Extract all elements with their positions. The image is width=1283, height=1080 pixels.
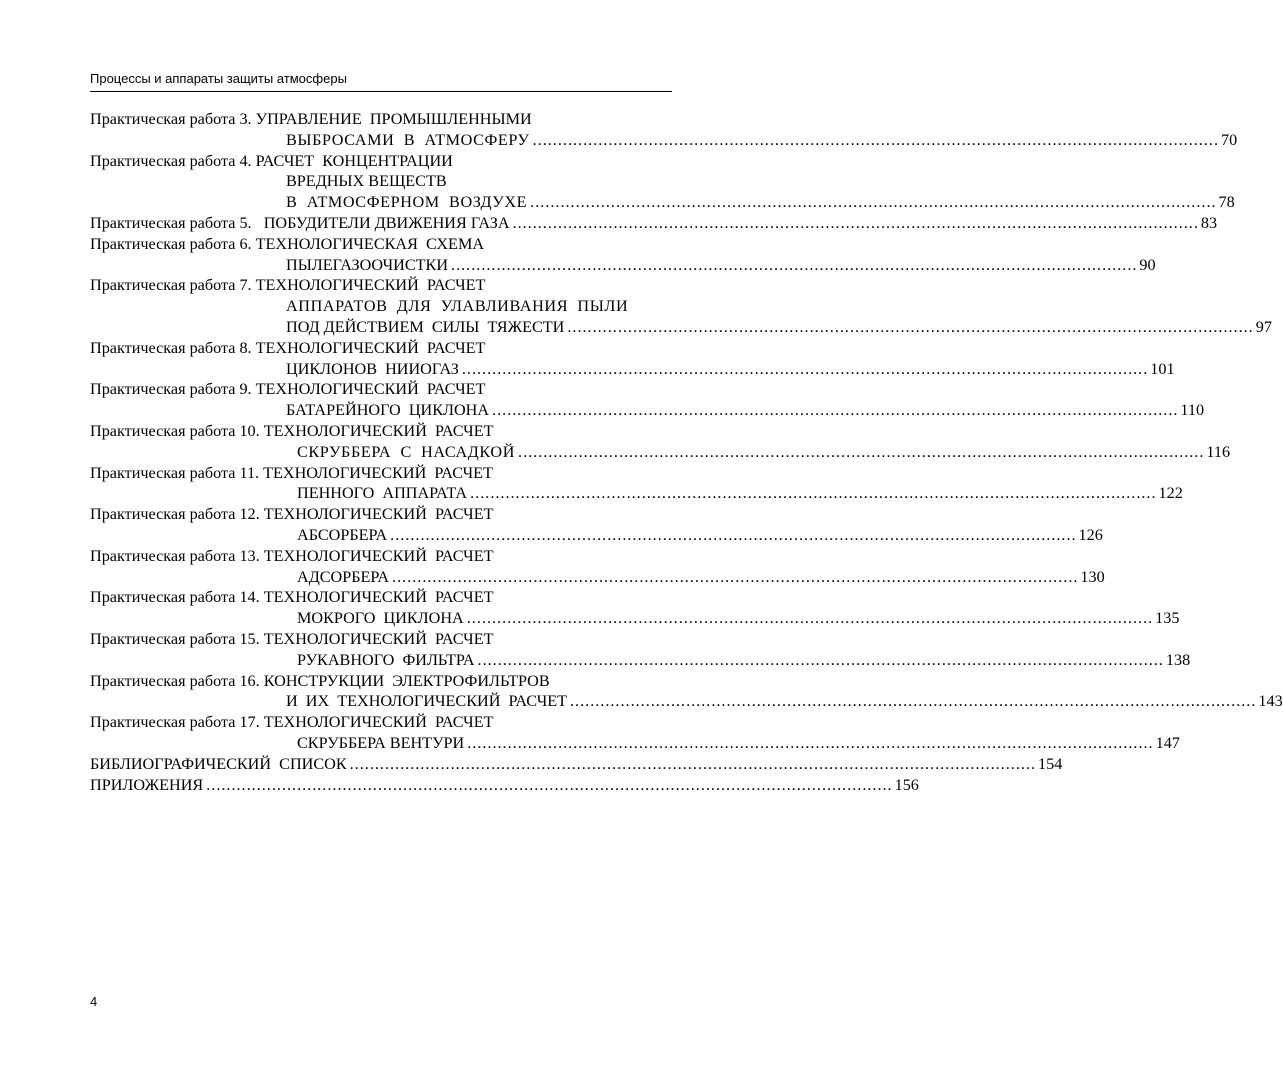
toc-entry-continuation: ВЫБРОСАМИ В АТМОСФЕРУ xyxy=(286,130,530,149)
toc-entry-label: Практическая работа 16. КОНСТРУКЦИИ ЭЛЕКТРОФИЛЬТРОВ xyxy=(90,671,550,690)
toc-entry-12-title-line xyxy=(90,504,672,525)
toc-entry-label: Практическая работа 15. ТЕХНОЛОГИЧЕСКИЙ РАСЧЕТ xyxy=(90,629,494,648)
toc-page-number: 78 xyxy=(1218,193,1235,212)
toc-page-number: 154 xyxy=(1038,754,1063,773)
toc-entry-continuation: ЦИКЛОНОВ НИИОГАЗ xyxy=(286,359,459,378)
toc-entry-13-page-line[interactable] xyxy=(90,567,1105,588)
toc-entry-8-page-line[interactable] xyxy=(90,359,1175,380)
dot-leader: ........................................................................................................................................ xyxy=(567,317,1254,336)
dot-leader: ........................................................................................................................................ xyxy=(466,609,1154,628)
toc-entry-label: Практическая работа 14. ТЕХНОЛОГИЧЕСКИЙ РАСЧЕТ xyxy=(90,588,494,607)
toc-entry-label: Практическая работа 4. РАСЧЕТ КОНЦЕНТРАЦИИ xyxy=(90,151,453,170)
toc-entry-4-continuation-line xyxy=(90,171,672,192)
toc-page-number: 135 xyxy=(1155,609,1180,628)
toc-entry-continuation: ВРЕДНЫХ ВЕЩЕСТВ xyxy=(286,172,447,191)
dot-leader: ........................................................................................................................................ xyxy=(470,484,1157,503)
toc-entry-16-title-line xyxy=(90,671,672,692)
toc-page-number: 126 xyxy=(1078,525,1103,544)
toc-entry-17-page-line[interactable] xyxy=(90,733,1180,754)
toc-entry-continuation: АППАРАТОВ ДЛЯ УЛАВЛИВАНИЯ ПЫЛИ xyxy=(286,297,629,316)
running-header: Процессы и аппараты защиты атмосферы xyxy=(90,71,347,86)
toc-entry-continuation: СКРУББЕРА ВЕНТУРИ xyxy=(297,733,465,752)
toc-page-number: 143 xyxy=(1258,692,1283,711)
toc-page-number: 147 xyxy=(1155,733,1180,752)
toc-entry-continuation: ПОД ДЕЙСТВИЕМ СИЛЫ ТЯЖЕСТИ xyxy=(286,317,565,336)
toc-entry-9-page-line[interactable] xyxy=(90,400,1205,421)
toc-entry-label: Практическая работа 12. ТЕХНОЛОГИЧЕСКИЙ РАСЧЕТ xyxy=(90,505,494,524)
toc-entry-continuation: МОКРОГО ЦИКЛОНА xyxy=(297,609,464,628)
dot-leader: ........................................................................................................................................ xyxy=(492,401,1179,420)
toc-entry-15-page-line[interactable] xyxy=(90,650,1191,671)
toc-entry-4-page-line[interactable] xyxy=(90,192,1235,213)
toc-entry-7-continuation-line xyxy=(90,296,672,317)
toc-entry-12-page-line[interactable] xyxy=(90,525,1103,546)
toc-entry-continuation: ПЫЛЕГАЗООЧИСТКИ xyxy=(286,255,449,274)
toc-entry-5-page-line[interactable] xyxy=(90,213,1218,234)
dot-leader: ........................................................................................................................................ xyxy=(570,692,1257,711)
header-rule xyxy=(90,91,672,92)
dot-leader: ........................................................................................................................................ xyxy=(530,193,1217,212)
toc-entry-continuation: РУКАВНОГО ФИЛЬТРА xyxy=(297,650,475,669)
toc-entry-label: Практическая работа 8. ТЕХНОЛОГИЧЕСКИЙ РАСЧЕТ xyxy=(90,338,486,357)
toc-page-number: 97 xyxy=(1255,317,1272,336)
toc-entry-label: Практическая работа 11. ТЕХНОЛОГИЧЕСКИЙ РАСЧЕТ xyxy=(90,463,493,482)
dot-leader: ........................................................................................................................................ xyxy=(206,775,893,794)
toc-entry-label: Практическая работа 17. ТЕХНОЛОГИЧЕСКИЙ РАСЧЕТ xyxy=(90,713,494,732)
toc-entry-3-page-line[interactable] xyxy=(90,130,1238,151)
page-number: 4 xyxy=(90,994,98,1009)
toc-entry-4-title-line xyxy=(90,151,672,172)
dot-leader: ........................................................................................................................................ xyxy=(512,213,1199,232)
dot-leader: ........................................................................................................................................ xyxy=(461,359,1149,378)
toc-entry-continuation: ПЕННОГО АППАРАТА xyxy=(297,484,468,503)
toc-entry-continuation: СКРУББЕРА С НАСАДКОЙ xyxy=(297,442,516,461)
toc-page-number: 116 xyxy=(1206,442,1231,461)
toc-entry-10-title-line xyxy=(90,421,672,442)
toc-entry-appendices[interactable] xyxy=(90,775,919,796)
toc-entry-8-title-line xyxy=(90,338,672,359)
toc-page-number: 130 xyxy=(1080,567,1105,586)
toc-entry-bibliography[interactable] xyxy=(90,754,1063,775)
toc-entry-label: Практическая работа 7. ТЕХНОЛОГИЧЕСКИЙ РАСЧЕТ xyxy=(90,276,486,295)
toc-entry-11-page-line[interactable] xyxy=(90,483,1183,504)
toc-entry-continuation: БАТАРЕЙНОГО ЦИКЛОНА xyxy=(286,401,490,420)
table-of-contents xyxy=(90,109,1283,795)
toc-page-number: 101 xyxy=(1150,359,1175,378)
toc-entry-label: БИБЛИОГРАФИЧЕСКИЙ СПИСОК xyxy=(90,754,347,773)
dot-leader: ........................................................................................................................................ xyxy=(349,754,1036,773)
toc-entry-7-page-line[interactable] xyxy=(90,317,1272,338)
toc-entry-17-title-line xyxy=(90,712,672,733)
toc-entry-3-title-line xyxy=(90,109,672,130)
toc-entry-14-page-line[interactable] xyxy=(90,608,1180,629)
toc-entry-label: Практическая работа 9. ТЕХНОЛОГИЧЕСКИЙ РАСЧЕТ xyxy=(90,380,486,399)
dot-leader: ........................................................................................................................................ xyxy=(477,650,1164,669)
toc-entry-continuation: И ИХ ТЕХНОЛОГИЧЕСКИЙ РАСЧЕТ xyxy=(286,692,567,711)
toc-page-number: 70 xyxy=(1220,130,1238,149)
dot-leader: ........................................................................................................................................ xyxy=(532,130,1219,149)
toc-entry-9-title-line xyxy=(90,379,672,400)
dot-leader: ........................................................................................................................................ xyxy=(392,567,1079,586)
toc-entry-continuation: В АТМОСФЕРНОМ ВОЗДУХЕ xyxy=(286,193,528,212)
toc-entry-continuation: АБСОРБЕРА xyxy=(297,525,388,544)
toc-entry-6-title-line xyxy=(90,234,672,255)
toc-entry-11-title-line xyxy=(90,463,672,484)
toc-entry-6-page-line[interactable] xyxy=(90,255,1156,276)
dot-leader: ........................................................................................................................................ xyxy=(390,525,1077,544)
toc-page-number: 122 xyxy=(1158,484,1183,503)
toc-entry-16-page-line[interactable] xyxy=(90,691,1283,712)
toc-page-number: 110 xyxy=(1180,401,1205,420)
toc-entry-label: Практическая работа 5. ПОБУДИТЕЛИ ДВИЖЕНИЯ ГАЗА xyxy=(90,213,510,232)
dot-leader: ........................................................................................................................................ xyxy=(467,733,1154,752)
dot-leader: ........................................................................................................................................ xyxy=(518,442,1205,461)
toc-entry-label: ПРИЛОЖЕНИЯ xyxy=(90,775,204,794)
toc-page-number: 138 xyxy=(1165,650,1191,669)
toc-page-number: 83 xyxy=(1200,213,1218,232)
toc-entry-7-title-line xyxy=(90,275,672,296)
toc-entry-label: Практическая работа 6. ТЕХНОЛОГИЧЕСКАЯ СХЕМА xyxy=(90,234,485,253)
toc-entry-13-title-line xyxy=(90,546,672,567)
toc-page-number: 90 xyxy=(1139,255,1156,274)
toc-entry-continuation: АДСОРБЕРА xyxy=(297,567,390,586)
toc-page-number: 156 xyxy=(894,775,919,794)
toc-entry-label: Практическая работа 10. ТЕХНОЛОГИЧЕСКИЙ РАСЧЕТ xyxy=(90,421,494,440)
dot-leader: ........................................................................................................................................ xyxy=(451,255,1138,274)
toc-entry-label: Практическая работа 3. УПРАВЛЕНИЕ ПРОМЫШЛЕННЫМИ xyxy=(90,110,532,128)
toc-entry-14-title-line xyxy=(90,587,672,608)
toc-entry-label: Практическая работа 13. ТЕХНОЛОГИЧЕСКИЙ РАСЧЕТ xyxy=(90,546,494,565)
toc-entry-15-title-line xyxy=(90,629,672,650)
toc-entry-10-page-line[interactable] xyxy=(90,442,1231,463)
